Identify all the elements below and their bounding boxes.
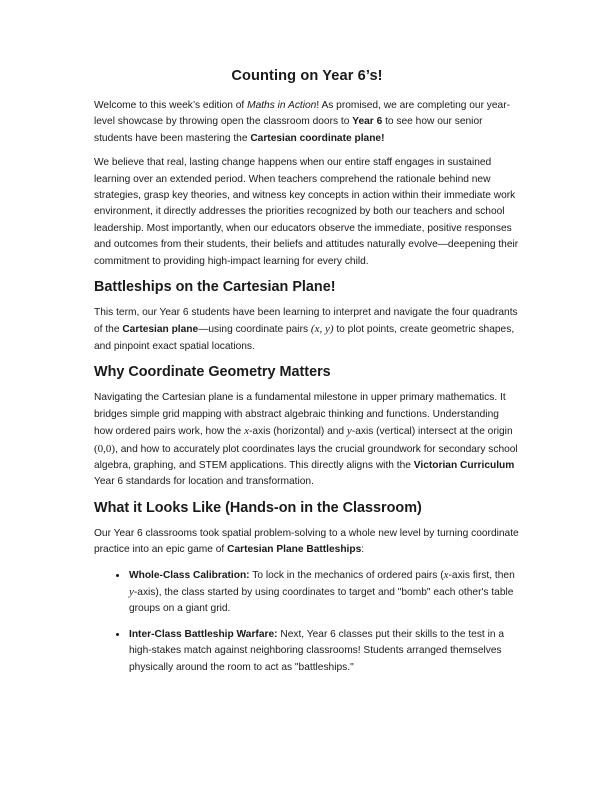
intro-paragraph: Welcome to this week’s edition of Maths in Action! As promised, we are completing our year-level showcase by throwing open the classroom doors to Year 6 to see how our senior students have been mastering the Cartesian coordinate plane! [94, 100, 511, 144]
list-item: • Whole-Class Calibration: To lock in the mechanics of ordered pairs (x-axis first, then y-axis), the class started by using coordinates to target and "bomb" each other's table groups on a giant grid. [128, 567, 520, 618]
topic-name: Cartesian coordinate plane! [250, 132, 385, 144]
classroom-paragraph: Our Year 6 classrooms took spatial problem-solving to a whole new level by turning coordinate practice into an epic game of Cartesian Plane Battleships: [94, 527, 519, 556]
battleships-paragraph: This term, our Year 6 students have been learning to interpret and navigate the four quadrants of the Cartesian plane—using coordinate pairs (x, y) to plot points, create geometric shapes, and pinpoint exact spatial locations. [94, 307, 518, 352]
list-item: • Inter-Class Battleship Warfare: Next, Year 6 classes put their skills to the test in a high-stakes match against neighboring classrooms! Students arranged themselves physically around the room to act as "battleships." [128, 627, 520, 676]
activity-list [94, 567, 520, 676]
year-level: Year 6 [352, 116, 383, 128]
publication-name: Maths in Action [247, 100, 317, 111]
curriculum-name: Victorian Curriculum [413, 459, 515, 471]
coordinate-pair: (x, y) [310, 323, 334, 336]
origin-coordinate: (0,0) [94, 442, 116, 455]
section-heading-battleships: Battleships on the Cartesian Plane! [94, 279, 336, 296]
belief-paragraph: We believe that real, lasting change happens when our entire staff engages in sustained learning over an extended period. When teachers comprehend the rationale behind new strategies, grasp key theories, and witness key concepts in action within their immediate work environment, it directly addresses the priorities recognized by both our teachers and school leadership. Most importantly, when our educators observe the immediate, positive responses and outcomes from their students, their beliefs and attitudes naturally evolve—deepening their commitment to providing high-impact learning for every child. [94, 157, 519, 267]
section-heading-why: Why Coordinate Geometry Matters [94, 364, 331, 381]
game-name: Cartesian Plane Battleships [227, 544, 362, 556]
section-heading-classroom: What it Looks Like (Hands-on in the Classroom) [94, 499, 422, 516]
why-paragraph: Navigating the Cartesian plane is a fundamental milestone in upper primary mathematics. It bridges simple grid mapping with abstract algebraic thinking and functions. Understanding how ordered pairs work, how the x-axis (horizontal) and y-axis (vertical) intersect at the origin (0,0), and how to accurately plot coordinates lays the crucial groundwork for secondary school algebra, graphing, and STEM applications. This directly aligns with the Victorian Curriculum Year 6 standards for location and transformation. [94, 392, 518, 488]
page-title: Counting on Year 6’s! [231, 68, 383, 84]
newsletter-page [94, 68, 520, 685]
